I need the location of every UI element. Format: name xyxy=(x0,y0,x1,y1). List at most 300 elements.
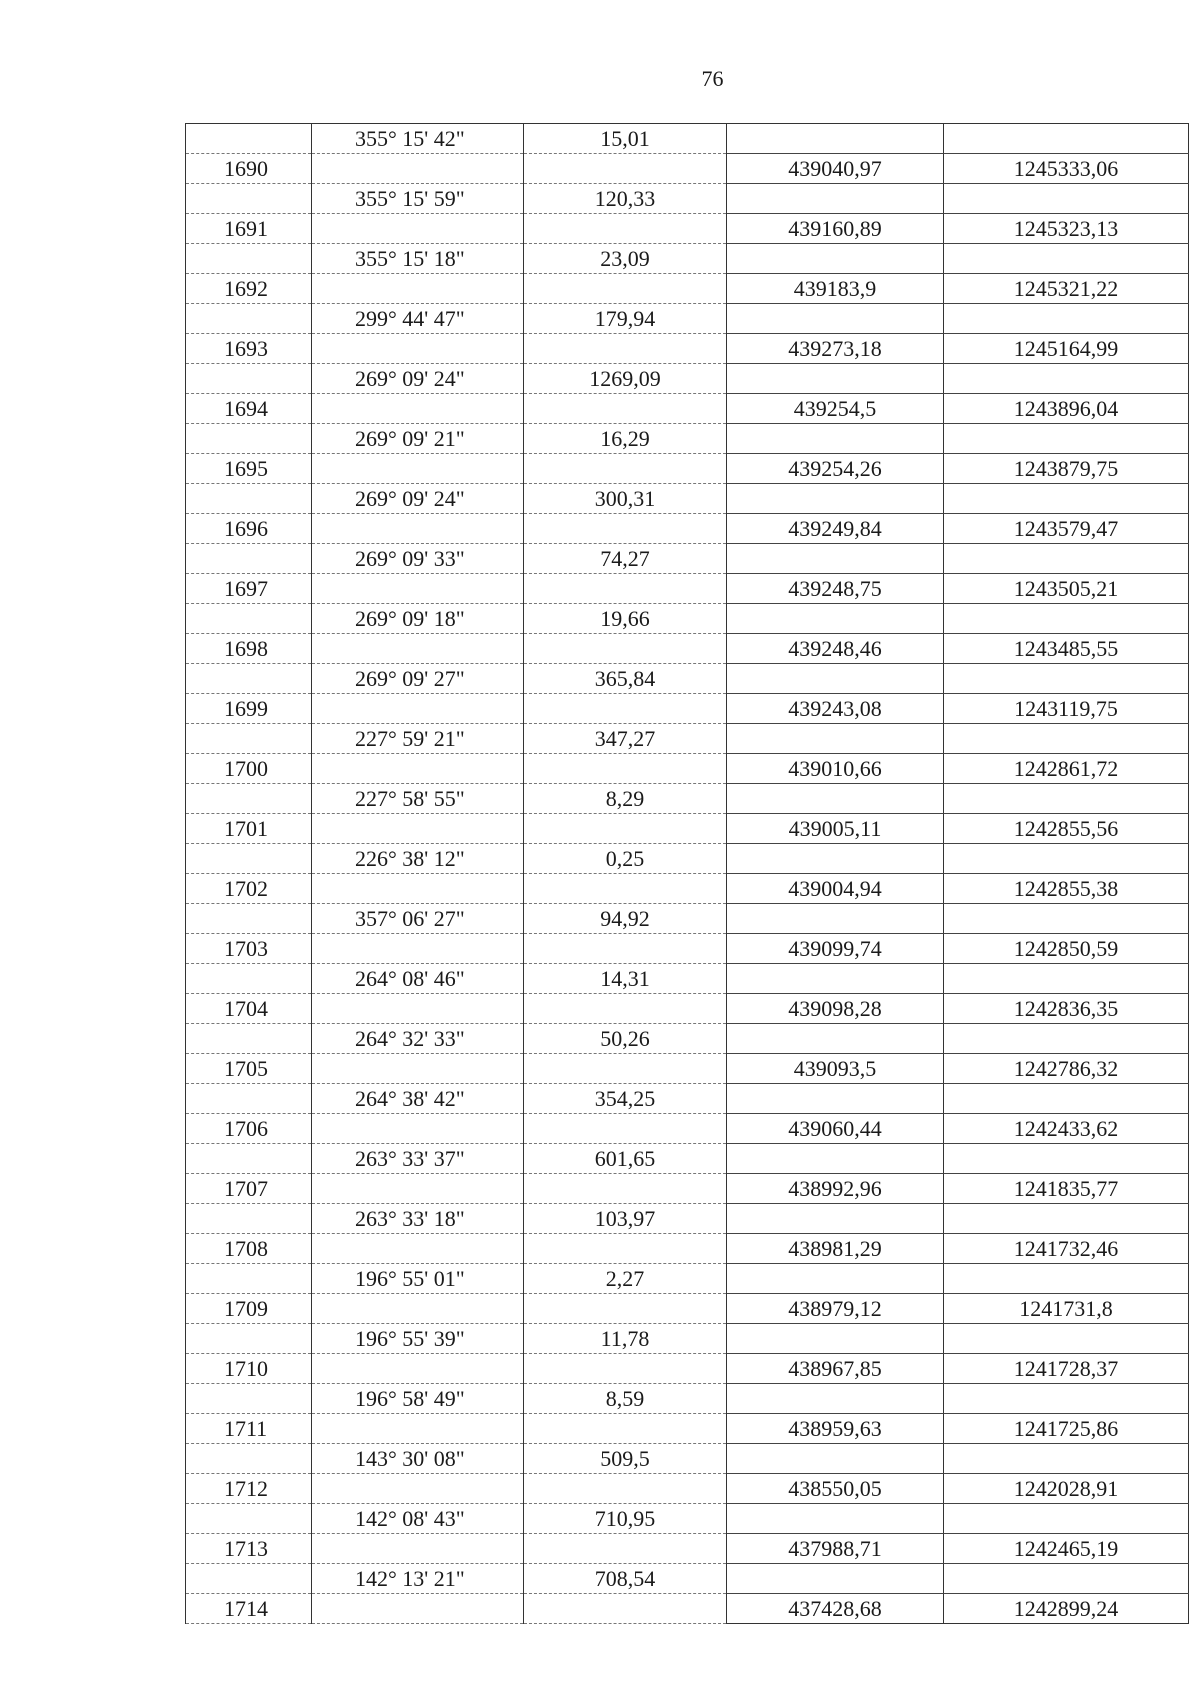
point-row xyxy=(186,814,1189,844)
length-cell xyxy=(524,1534,727,1564)
length-cell xyxy=(524,1234,727,1264)
length-cell xyxy=(524,334,727,364)
x-coordinate-cell xyxy=(727,304,944,334)
direction-angle-cell: 355° 15' 59" xyxy=(312,184,524,214)
segment-row xyxy=(186,484,1189,514)
point-id-cell xyxy=(186,1504,312,1534)
x-coordinate-cell: 439249,84 xyxy=(727,514,944,544)
point-id-cell: 1695 xyxy=(186,454,312,484)
direction-angle-cell xyxy=(312,1354,524,1384)
direction-angle-cell xyxy=(312,514,524,544)
x-coordinate-cell: 438967,85 xyxy=(727,1354,944,1384)
x-coordinate-cell xyxy=(727,844,944,874)
direction-angle-cell xyxy=(312,814,524,844)
segment-row xyxy=(186,1324,1189,1354)
point-row xyxy=(186,994,1189,1024)
length-cell: 19,66 xyxy=(524,604,727,634)
length-cell xyxy=(524,214,727,244)
direction-angle-cell xyxy=(312,754,524,784)
length-cell: 0,25 xyxy=(524,844,727,874)
segment-row xyxy=(186,724,1189,754)
y-coordinate-cell: 1242850,59 xyxy=(944,934,1189,964)
direction-angle-cell xyxy=(312,1174,524,1204)
direction-angle-cell xyxy=(312,1474,524,1504)
point-id-cell xyxy=(186,1084,312,1114)
y-coordinate-cell: 1243119,75 xyxy=(944,694,1189,724)
x-coordinate-cell xyxy=(727,544,944,574)
length-cell xyxy=(524,514,727,544)
length-cell xyxy=(524,814,727,844)
direction-angle-cell: 263° 33' 37" xyxy=(312,1144,524,1174)
point-id-cell xyxy=(186,1324,312,1354)
length-cell xyxy=(524,934,727,964)
point-id-cell: 1696 xyxy=(186,514,312,544)
point-id-cell xyxy=(186,1264,312,1294)
x-coordinate-cell xyxy=(727,1444,944,1474)
coordinates-table-body xyxy=(186,124,1189,1624)
x-coordinate-cell xyxy=(727,1324,944,1354)
direction-angle-cell xyxy=(312,454,524,484)
x-coordinate-cell: 439248,46 xyxy=(727,634,944,664)
point-id-cell: 1692 xyxy=(186,274,312,304)
direction-angle-cell xyxy=(312,934,524,964)
point-id-cell: 1693 xyxy=(186,334,312,364)
point-id-cell xyxy=(186,124,312,154)
direction-angle-cell xyxy=(312,1234,524,1264)
length-cell xyxy=(524,1114,727,1144)
point-row xyxy=(186,454,1189,484)
direction-angle-cell: 357° 06' 27" xyxy=(312,904,524,934)
direction-angle-cell: 269° 09' 33" xyxy=(312,544,524,574)
point-row xyxy=(186,754,1189,784)
direction-angle-cell xyxy=(312,154,524,184)
y-coordinate-cell xyxy=(944,244,1189,274)
length-cell xyxy=(524,1474,727,1504)
point-id-cell: 1694 xyxy=(186,394,312,424)
length-cell xyxy=(524,1174,727,1204)
length-cell xyxy=(524,154,727,184)
x-coordinate-cell: 439098,28 xyxy=(727,994,944,1024)
direction-angle-cell: 263° 33' 18" xyxy=(312,1204,524,1234)
y-coordinate-cell xyxy=(944,1324,1189,1354)
x-coordinate-cell: 439060,44 xyxy=(727,1114,944,1144)
length-cell: 74,27 xyxy=(524,544,727,574)
segment-row xyxy=(186,424,1189,454)
point-row xyxy=(186,1594,1189,1624)
length-cell xyxy=(524,454,727,484)
point-row xyxy=(186,934,1189,964)
direction-angle-cell xyxy=(312,1114,524,1144)
length-cell: 509,5 xyxy=(524,1444,727,1474)
direction-angle-cell xyxy=(312,994,524,1024)
point-id-cell xyxy=(186,1024,312,1054)
point-id-cell: 1698 xyxy=(186,634,312,664)
y-coordinate-cell: 1241835,77 xyxy=(944,1174,1189,1204)
length-cell: 94,92 xyxy=(524,904,727,934)
x-coordinate-cell: 439005,11 xyxy=(727,814,944,844)
point-id-cell: 1690 xyxy=(186,154,312,184)
point-id-cell: 1706 xyxy=(186,1114,312,1144)
direction-angle-cell: 226° 38' 12" xyxy=(312,844,524,874)
point-id-cell xyxy=(186,1384,312,1414)
y-coordinate-cell: 1243579,47 xyxy=(944,514,1189,544)
y-coordinate-cell xyxy=(944,1204,1189,1234)
point-id-cell: 1714 xyxy=(186,1594,312,1624)
x-coordinate-cell: 438981,29 xyxy=(727,1234,944,1264)
x-coordinate-cell xyxy=(727,184,944,214)
point-id-cell: 1699 xyxy=(186,694,312,724)
y-coordinate-cell: 1245333,06 xyxy=(944,154,1189,184)
point-id-cell: 1709 xyxy=(186,1294,312,1324)
y-coordinate-cell xyxy=(944,1504,1189,1534)
direction-angle-cell xyxy=(312,1054,524,1084)
direction-angle-cell: 264° 08' 46" xyxy=(312,964,524,994)
y-coordinate-cell xyxy=(944,1084,1189,1114)
y-coordinate-cell xyxy=(944,1144,1189,1174)
direction-angle-cell: 196° 55' 39" xyxy=(312,1324,524,1354)
point-row xyxy=(186,394,1189,424)
x-coordinate-cell xyxy=(727,1504,944,1534)
y-coordinate-cell xyxy=(944,184,1189,214)
length-cell: 11,78 xyxy=(524,1324,727,1354)
segment-row xyxy=(186,1444,1189,1474)
x-coordinate-cell: 438992,96 xyxy=(727,1174,944,1204)
segment-row xyxy=(186,1144,1189,1174)
y-coordinate-cell xyxy=(944,904,1189,934)
x-coordinate-cell xyxy=(727,1024,944,1054)
direction-angle-cell xyxy=(312,394,524,424)
segment-row xyxy=(186,304,1189,334)
y-coordinate-cell: 1241728,37 xyxy=(944,1354,1189,1384)
length-cell: 8,29 xyxy=(524,784,727,814)
y-coordinate-cell: 1242855,56 xyxy=(944,814,1189,844)
y-coordinate-cell xyxy=(944,424,1189,454)
x-coordinate-cell: 439010,66 xyxy=(727,754,944,784)
point-row xyxy=(186,1174,1189,1204)
y-coordinate-cell xyxy=(944,304,1189,334)
direction-angle-cell xyxy=(312,274,524,304)
y-coordinate-cell: 1245323,13 xyxy=(944,214,1189,244)
x-coordinate-cell: 439243,08 xyxy=(727,694,944,724)
point-id-cell xyxy=(186,544,312,574)
point-row xyxy=(186,694,1189,724)
page-number: 76 xyxy=(701,66,724,91)
length-cell: 50,26 xyxy=(524,1024,727,1054)
direction-angle-cell: 269° 09' 24" xyxy=(312,484,524,514)
segment-row xyxy=(186,964,1189,994)
y-coordinate-cell: 1243505,21 xyxy=(944,574,1189,604)
segment-row xyxy=(186,664,1189,694)
length-cell: 120,33 xyxy=(524,184,727,214)
x-coordinate-cell: 438959,63 xyxy=(727,1414,944,1444)
point-id-cell: 1707 xyxy=(186,1174,312,1204)
direction-angle-cell xyxy=(312,1534,524,1564)
direction-angle-cell: 142° 08' 43" xyxy=(312,1504,524,1534)
direction-angle-cell: 196° 55' 01" xyxy=(312,1264,524,1294)
point-row xyxy=(186,1114,1189,1144)
y-coordinate-cell: 1242855,38 xyxy=(944,874,1189,904)
length-cell xyxy=(524,874,727,904)
y-coordinate-cell xyxy=(944,484,1189,514)
point-row xyxy=(186,514,1189,544)
y-coordinate-cell xyxy=(944,604,1189,634)
x-coordinate-cell xyxy=(727,1384,944,1414)
length-cell: 23,09 xyxy=(524,244,727,274)
segment-row xyxy=(186,364,1189,394)
x-coordinate-cell xyxy=(727,904,944,934)
x-coordinate-cell: 439040,97 xyxy=(727,154,944,184)
point-row xyxy=(186,1054,1189,1084)
length-cell: 708,54 xyxy=(524,1564,727,1594)
point-row xyxy=(186,1294,1189,1324)
point-id-cell xyxy=(186,724,312,754)
x-coordinate-cell xyxy=(727,244,944,274)
segment-row xyxy=(186,1504,1189,1534)
length-cell xyxy=(524,1054,727,1084)
point-id-cell xyxy=(186,1564,312,1594)
direction-angle-cell xyxy=(312,1414,524,1444)
point-row xyxy=(186,154,1189,184)
direction-angle-cell: 269° 09' 24" xyxy=(312,364,524,394)
length-cell xyxy=(524,394,727,424)
direction-angle-cell: 143° 30' 08" xyxy=(312,1444,524,1474)
point-id-cell: 1700 xyxy=(186,754,312,784)
x-coordinate-cell xyxy=(727,424,944,454)
length-cell xyxy=(524,994,727,1024)
point-id-cell: 1703 xyxy=(186,934,312,964)
direction-angle-cell: 142° 13' 21" xyxy=(312,1564,524,1594)
x-coordinate-cell xyxy=(727,664,944,694)
x-coordinate-cell: 439248,75 xyxy=(727,574,944,604)
x-coordinate-cell: 437988,71 xyxy=(727,1534,944,1564)
point-id-cell: 1701 xyxy=(186,814,312,844)
point-id-cell: 1702 xyxy=(186,874,312,904)
point-id-cell xyxy=(186,484,312,514)
y-coordinate-cell: 1243879,75 xyxy=(944,454,1189,484)
length-cell: 103,97 xyxy=(524,1204,727,1234)
x-coordinate-cell: 439254,26 xyxy=(727,454,944,484)
length-cell: 14,31 xyxy=(524,964,727,994)
length-cell xyxy=(524,1594,727,1624)
direction-angle-cell xyxy=(312,214,524,244)
length-cell: 15,01 xyxy=(524,124,727,154)
x-coordinate-cell xyxy=(727,604,944,634)
length-cell: 2,27 xyxy=(524,1264,727,1294)
x-coordinate-cell: 438550,05 xyxy=(727,1474,944,1504)
x-coordinate-cell xyxy=(727,1564,944,1594)
y-coordinate-cell xyxy=(944,1264,1189,1294)
point-id-cell xyxy=(186,964,312,994)
length-cell xyxy=(524,754,727,784)
segment-row xyxy=(186,1384,1189,1414)
segment-row xyxy=(186,544,1189,574)
x-coordinate-cell xyxy=(727,1264,944,1294)
x-coordinate-cell: 439004,94 xyxy=(727,874,944,904)
segment-row xyxy=(186,784,1189,814)
segment-row xyxy=(186,244,1189,274)
segment-row xyxy=(186,184,1189,214)
x-coordinate-cell xyxy=(727,484,944,514)
direction-angle-cell xyxy=(312,694,524,724)
direction-angle-cell xyxy=(312,874,524,904)
point-id-cell xyxy=(186,1144,312,1174)
segment-row xyxy=(186,1564,1189,1594)
y-coordinate-cell: 1245321,22 xyxy=(944,274,1189,304)
y-coordinate-cell: 1242861,72 xyxy=(944,754,1189,784)
point-row xyxy=(186,214,1189,244)
x-coordinate-cell: 438979,12 xyxy=(727,1294,944,1324)
y-coordinate-cell xyxy=(944,724,1189,754)
length-cell: 710,95 xyxy=(524,1504,727,1534)
point-id-cell xyxy=(186,364,312,394)
y-coordinate-cell xyxy=(944,784,1189,814)
point-id-cell: 1697 xyxy=(186,574,312,604)
direction-angle-cell: 269° 09' 27" xyxy=(312,664,524,694)
point-row xyxy=(186,1354,1189,1384)
length-cell: 354,25 xyxy=(524,1084,727,1114)
direction-angle-cell: 196° 58' 49" xyxy=(312,1384,524,1414)
length-cell: 1269,09 xyxy=(524,364,727,394)
point-id-cell: 1710 xyxy=(186,1354,312,1384)
point-row xyxy=(186,1534,1189,1564)
length-cell xyxy=(524,574,727,604)
x-coordinate-cell: 439254,5 xyxy=(727,394,944,424)
x-coordinate-cell xyxy=(727,364,944,394)
y-coordinate-cell: 1243485,55 xyxy=(944,634,1189,664)
y-coordinate-cell: 1245164,99 xyxy=(944,334,1189,364)
length-cell: 601,65 xyxy=(524,1144,727,1174)
point-id-cell: 1691 xyxy=(186,214,312,244)
direction-angle-cell: 269° 09' 18" xyxy=(312,604,524,634)
point-id-cell: 1711 xyxy=(186,1414,312,1444)
length-cell: 300,31 xyxy=(524,484,727,514)
direction-angle-cell xyxy=(312,334,524,364)
point-row xyxy=(186,1414,1189,1444)
segment-row xyxy=(186,124,1189,154)
x-coordinate-cell xyxy=(727,784,944,814)
point-id-cell: 1705 xyxy=(186,1054,312,1084)
y-coordinate-cell xyxy=(944,664,1189,694)
segment-row xyxy=(186,1204,1189,1234)
y-coordinate-cell: 1241725,86 xyxy=(944,1414,1189,1444)
point-id-cell xyxy=(186,304,312,334)
point-id-cell xyxy=(186,184,312,214)
point-id-cell xyxy=(186,604,312,634)
direction-angle-cell: 355° 15' 18" xyxy=(312,244,524,274)
direction-angle-cell: 264° 32' 33" xyxy=(312,1024,524,1054)
length-cell xyxy=(524,1354,727,1384)
point-id-cell xyxy=(186,244,312,274)
segment-row xyxy=(186,1024,1189,1054)
x-coordinate-cell: 439160,89 xyxy=(727,214,944,244)
direction-angle-cell: 264° 38' 42" xyxy=(312,1084,524,1114)
point-id-cell: 1704 xyxy=(186,994,312,1024)
x-coordinate-cell xyxy=(727,1084,944,1114)
point-row xyxy=(186,274,1189,304)
y-coordinate-cell: 1242465,19 xyxy=(944,1534,1189,1564)
point-id-cell: 1708 xyxy=(186,1234,312,1264)
y-coordinate-cell: 1242028,91 xyxy=(944,1474,1189,1504)
y-coordinate-cell xyxy=(944,364,1189,394)
y-coordinate-cell xyxy=(944,1444,1189,1474)
point-id-cell: 1713 xyxy=(186,1534,312,1564)
point-row xyxy=(186,874,1189,904)
direction-angle-cell xyxy=(312,574,524,604)
x-coordinate-cell: 437428,68 xyxy=(727,1594,944,1624)
length-cell: 347,27 xyxy=(524,724,727,754)
y-coordinate-cell: 1242899,24 xyxy=(944,1594,1189,1624)
direction-angle-cell xyxy=(312,1294,524,1324)
point-row xyxy=(186,334,1189,364)
y-coordinate-cell xyxy=(944,124,1189,154)
direction-angle-cell: 355° 15' 42" xyxy=(312,124,524,154)
length-cell: 179,94 xyxy=(524,304,727,334)
y-coordinate-cell xyxy=(944,544,1189,574)
x-coordinate-cell xyxy=(727,1144,944,1174)
y-coordinate-cell xyxy=(944,1384,1189,1414)
direction-angle-cell: 299° 44' 47" xyxy=(312,304,524,334)
y-coordinate-cell xyxy=(944,844,1189,874)
point-id-cell xyxy=(186,784,312,814)
length-cell xyxy=(524,274,727,304)
direction-angle-cell: 227° 58' 55" xyxy=(312,784,524,814)
point-row xyxy=(186,1234,1189,1264)
x-coordinate-cell xyxy=(727,964,944,994)
length-cell xyxy=(524,694,727,724)
point-id-cell xyxy=(186,904,312,934)
coordinates-table xyxy=(185,123,1189,1624)
point-id-cell xyxy=(186,424,312,454)
direction-angle-cell: 269° 09' 21" xyxy=(312,424,524,454)
y-coordinate-cell: 1241732,46 xyxy=(944,1234,1189,1264)
x-coordinate-cell xyxy=(727,1204,944,1234)
length-cell xyxy=(524,634,727,664)
length-cell: 16,29 xyxy=(524,424,727,454)
point-id-cell xyxy=(186,664,312,694)
x-coordinate-cell xyxy=(727,724,944,754)
direction-angle-cell xyxy=(312,634,524,664)
length-cell xyxy=(524,1294,727,1324)
x-coordinate-cell: 439099,74 xyxy=(727,934,944,964)
direction-angle-cell xyxy=(312,1594,524,1624)
point-id-cell xyxy=(186,1444,312,1474)
y-coordinate-cell: 1242836,35 xyxy=(944,994,1189,1024)
point-row xyxy=(186,1474,1189,1504)
segment-row xyxy=(186,904,1189,934)
y-coordinate-cell xyxy=(944,1024,1189,1054)
segment-row xyxy=(186,1264,1189,1294)
point-id-cell: 1712 xyxy=(186,1474,312,1504)
y-coordinate-cell: 1243896,04 xyxy=(944,394,1189,424)
point-row xyxy=(186,574,1189,604)
segment-row xyxy=(186,1084,1189,1114)
length-cell: 365,84 xyxy=(524,664,727,694)
segment-row xyxy=(186,844,1189,874)
x-coordinate-cell: 439273,18 xyxy=(727,334,944,364)
y-coordinate-cell: 1242433,62 xyxy=(944,1114,1189,1144)
point-row xyxy=(186,634,1189,664)
direction-angle-cell: 227° 59' 21" xyxy=(312,724,524,754)
y-coordinate-cell xyxy=(944,1564,1189,1594)
y-coordinate-cell: 1241731,8 xyxy=(944,1294,1189,1324)
x-coordinate-cell: 439093,5 xyxy=(727,1054,944,1084)
x-coordinate-cell: 439183,9 xyxy=(727,274,944,304)
segment-row xyxy=(186,604,1189,634)
y-coordinate-cell: 1242786,32 xyxy=(944,1054,1189,1084)
length-cell xyxy=(524,1414,727,1444)
x-coordinate-cell xyxy=(727,124,944,154)
point-id-cell xyxy=(186,1204,312,1234)
